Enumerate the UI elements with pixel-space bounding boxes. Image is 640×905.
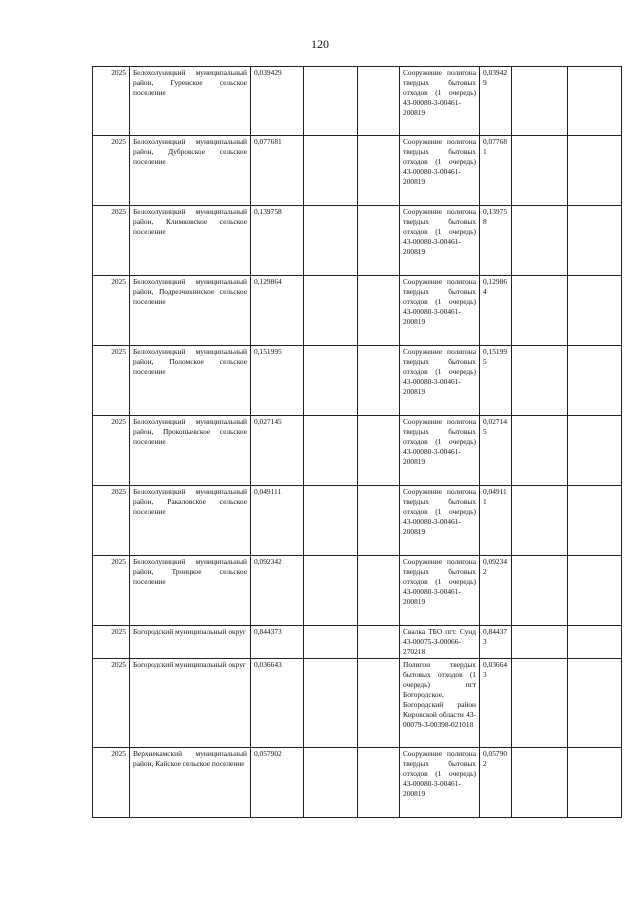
value2-cell: 0,139758 (480, 206, 512, 276)
table-row (93, 556, 622, 626)
empty-cell (568, 206, 622, 276)
territory-cell: Белохолуницкий муниципальный район, Гуренское сельское поселение (130, 67, 251, 136)
value-cell: 0,057902 (251, 748, 304, 818)
table-row (93, 346, 622, 416)
value2-cell: 0,027145 (480, 416, 512, 486)
empty-cell (358, 748, 400, 818)
year-cell: 2025 (93, 206, 130, 276)
value-cell: 0,151995 (251, 346, 304, 416)
object-cell: Сооружение полигона твердых бытовых отходов (1 очередь) 43-00080-3-00461-200819 (400, 416, 480, 486)
empty-cell (568, 748, 622, 818)
empty-cell (358, 276, 400, 346)
page-number: 120 (311, 37, 329, 51)
empty-cell (304, 416, 358, 486)
table-row (93, 276, 622, 346)
empty-cell (304, 346, 358, 416)
empty-cell (512, 748, 568, 818)
table-row (93, 67, 622, 136)
empty-cell (512, 346, 568, 416)
empty-cell (568, 276, 622, 346)
territory-cell: Белохолуницкий муниципальный район, Прокопьевское сельское поселение (130, 416, 251, 486)
year-cell: 2025 (93, 486, 130, 556)
empty-cell (568, 626, 622, 659)
empty-cell (512, 659, 568, 748)
object-cell: Сооружение полигона твердых бытовых отходов (1 очередь) 43-00080-3-00461-200819 (400, 346, 480, 416)
value-cell: 0,036643 (251, 659, 304, 748)
empty-cell (358, 486, 400, 556)
empty-cell (358, 556, 400, 626)
territory-cell: Белохолуницкий муниципальный район, Климковское сельское поселение (130, 206, 251, 276)
empty-cell (512, 486, 568, 556)
empty-cell (512, 206, 568, 276)
year-cell: 2025 (93, 416, 130, 486)
year-cell: 2025 (93, 346, 130, 416)
value-cell: 0,092342 (251, 556, 304, 626)
empty-cell (512, 626, 568, 659)
empty-cell (512, 67, 568, 136)
empty-cell (568, 136, 622, 206)
empty-cell (304, 276, 358, 346)
value2-cell: 0,844373 (480, 626, 512, 659)
empty-cell (358, 67, 400, 136)
value-cell: 0,049111 (251, 486, 304, 556)
empty-cell (568, 346, 622, 416)
value-cell: 0,039429 (251, 67, 304, 136)
value-cell: 0,027145 (251, 416, 304, 486)
territory-cell: Белохолуницкий муниципальный район, Ракаловское сельское поселение (130, 486, 251, 556)
object-cell: Сооружение полигона твердых бытовых отходов (1 очередь) 43-00080-3-00461-200819 (400, 748, 480, 818)
empty-cell (304, 67, 358, 136)
year-cell: 2025 (93, 67, 130, 136)
empty-cell (358, 659, 400, 748)
value2-cell: 0,129864 (480, 276, 512, 346)
territory-cell: Богородский муниципальный округ (130, 626, 251, 659)
empty-cell (304, 206, 358, 276)
table-row (93, 136, 622, 206)
empty-cell (568, 486, 622, 556)
value-cell: 0,129864 (251, 276, 304, 346)
object-cell: Полигон твердых бытовых отходов (1 очередь) пгт Богородское, Богородский район Кировской области 43-00079-З-00398-021018 (400, 659, 480, 748)
year-cell: 2025 (93, 626, 130, 659)
year-cell: 2025 (93, 659, 130, 748)
value-cell: 0,077681 (251, 136, 304, 206)
empty-cell (568, 416, 622, 486)
value2-cell: 0,036643 (480, 659, 512, 748)
value2-cell: 0,092342 (480, 556, 512, 626)
value-cell: 0,844373 (251, 626, 304, 659)
empty-cell (304, 748, 358, 818)
empty-cell (568, 67, 622, 136)
territory-cell: Белохолуницкий муниципальный район, Подрезчихинское сельское поселение (130, 276, 251, 346)
empty-cell (512, 136, 568, 206)
table-row (93, 748, 622, 818)
empty-cell (358, 626, 400, 659)
table-row (93, 486, 622, 556)
empty-cell (512, 276, 568, 346)
year-cell: 2025 (93, 136, 130, 206)
table-body (93, 67, 622, 818)
value2-cell: 0,057902 (480, 748, 512, 818)
territory-cell: Белохолуницкий муниципальный район, Поломское сельское поселение (130, 346, 251, 416)
data-table (92, 66, 622, 818)
value2-cell: 0,039429 (480, 67, 512, 136)
value2-cell: 0,049111 (480, 486, 512, 556)
empty-cell (512, 556, 568, 626)
table-row (93, 416, 622, 486)
empty-cell (304, 626, 358, 659)
territory-cell: Богородский муниципальный округ (130, 659, 251, 748)
object-cell: Сооружение полигона твердых бытовых отходов (1 очередь) 43-00080-3-00461-200819 (400, 486, 480, 556)
empty-cell (304, 659, 358, 748)
empty-cell (358, 136, 400, 206)
value2-cell: 0,077681 (480, 136, 512, 206)
empty-cell (304, 556, 358, 626)
territory-cell: Белохолуницкий муниципальный район, Троицкое сельское поселение (130, 556, 251, 626)
object-cell: Свалка ТБО пгт. Сунд 43-00075-З-00066-270218 (400, 626, 480, 659)
table-row (93, 206, 622, 276)
object-cell: Сооружение полигона твердых бытовых отходов (1 очередь) 43-00080-3-00461-200819 (400, 556, 480, 626)
territory-cell: Верхнекамский муниципальный район, Кайское сельское поселение (130, 748, 251, 818)
empty-cell (568, 556, 622, 626)
object-cell: Сооружение полигона твердых бытовых отходов (1 очередь) 43-00080-3-00461-200819 (400, 136, 480, 206)
territory-cell: Белохолуницкий муниципальный район, Дубровское сельское поселение (130, 136, 251, 206)
empty-cell (358, 416, 400, 486)
year-cell: 2025 (93, 748, 130, 818)
empty-cell (512, 416, 568, 486)
table-row (93, 626, 622, 659)
value-cell: 0,139758 (251, 206, 304, 276)
empty-cell (358, 346, 400, 416)
value2-cell: 0,151995 (480, 346, 512, 416)
empty-cell (304, 486, 358, 556)
empty-cell (358, 206, 400, 276)
object-cell: Сооружение полигона твердых бытовых отходов (1 очередь) 43-00080-3-00461-200819 (400, 276, 480, 346)
empty-cell (304, 136, 358, 206)
table-row (93, 659, 622, 748)
object-cell: Сооружение полигона твердых бытовых отходов (1 очередь) 43-00080-3-00461-200819 (400, 206, 480, 276)
empty-cell (568, 659, 622, 748)
year-cell: 2025 (93, 556, 130, 626)
object-cell: Сооружение полигонa твердых бытовых отходов (1 очередь) 43-00080-3-00461-200819 (400, 67, 480, 136)
year-cell: 2025 (93, 276, 130, 346)
